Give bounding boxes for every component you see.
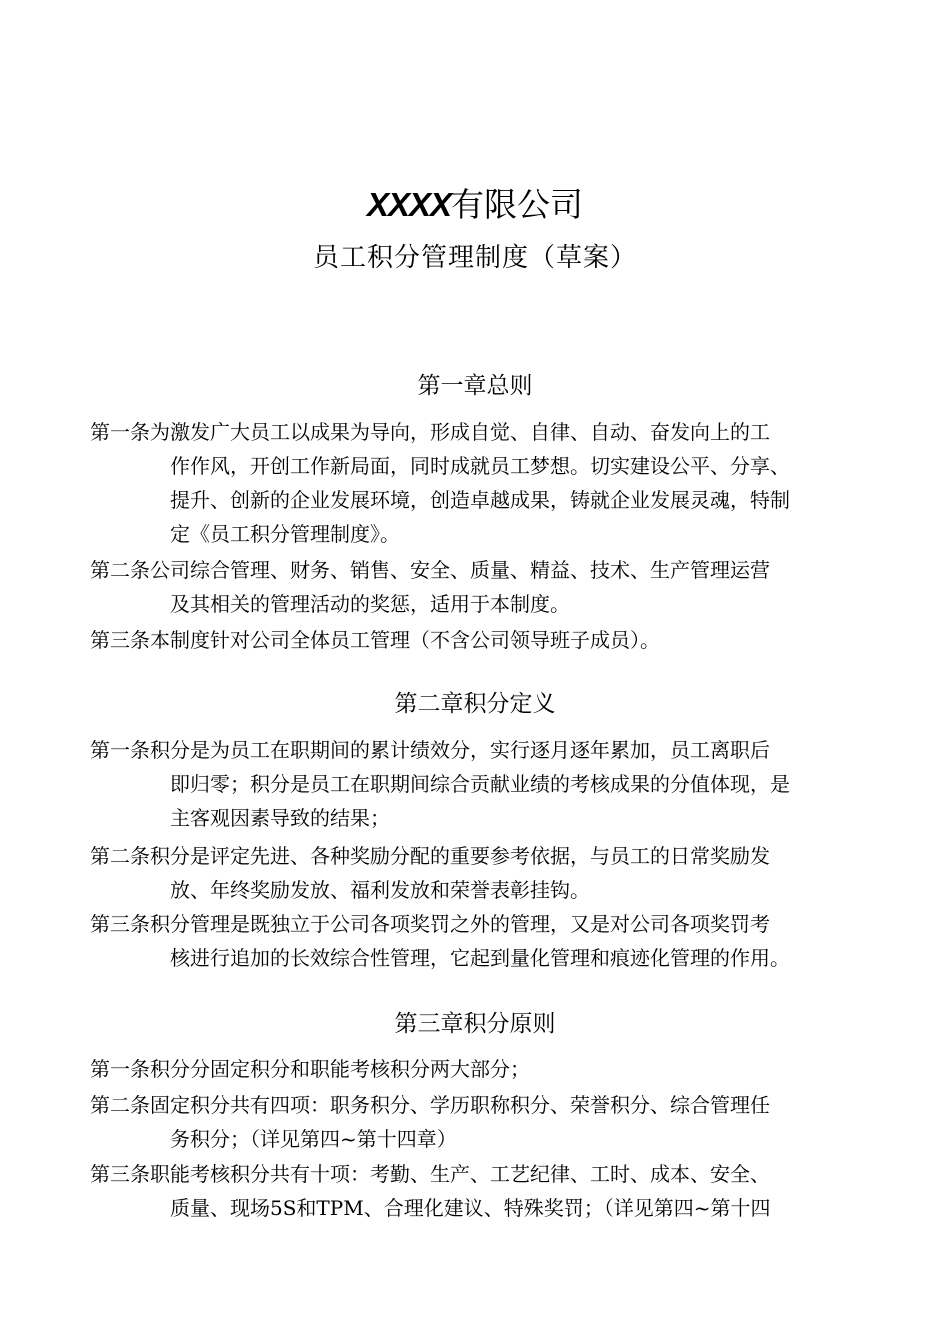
- article-line: 第一条为激发广大员工以成果为导向，形成自觉、自律、自动、奋发向上的工: [90, 420, 770, 444]
- article-line: 第三条本制度针对公司全体员工管理（不含公司领导班子成员）。: [90, 628, 660, 652]
- company-name-placeholder: XXXX: [366, 186, 452, 223]
- article: [90, 907, 880, 975]
- article-line: 主客观因素导致的结果；: [170, 806, 390, 830]
- article-line: 第一条积分分固定积分和职能考核积分两大部分；: [90, 1057, 530, 1081]
- article-line: 第二条固定积分共有四项：职务积分、学历职称积分、荣誉积分、综合管理任: [90, 1093, 770, 1117]
- article-line: 第二条积分是评定先进、各种奖励分配的重要参考依据，与员工的日常奖励发: [90, 844, 770, 868]
- article: [90, 733, 880, 835]
- article-line: 务积分；（详见第四~第十四章）: [170, 1127, 457, 1151]
- chapter-heading: 第三章积分原则: [394, 1011, 556, 1037]
- article-line: 提升、创新的企业发展环境，创造卓越成果，铸就企业发展灵魂，特制: [170, 488, 790, 512]
- article-line: 第三条职能考核积分共有十项：考勤、生产、工艺纪律、工时、成本、安全、: [90, 1162, 770, 1186]
- article: [90, 839, 880, 907]
- article-line: 即归零；积分是员工在职期间综合贡献业绩的考核成果的分值体现，是: [170, 772, 790, 796]
- article-line: 放、年终奖励发放、福利发放和荣誉表彰挂钩。: [170, 878, 590, 902]
- article-line: 及其相关的管理活动的奖惩，适用于本制度。: [170, 592, 570, 616]
- article-line: 质量、现场5S和TPM、合理化建议、特殊奖罚；（详见第四~第十四: [170, 1196, 771, 1220]
- article: [90, 553, 880, 621]
- article: [90, 1088, 880, 1156]
- article: [90, 1157, 880, 1225]
- article: [90, 415, 880, 551]
- article: [90, 623, 880, 657]
- chapter-heading: 第二章积分定义: [394, 691, 556, 717]
- article: [90, 1052, 880, 1086]
- chapter-heading: 第一章总则: [417, 373, 533, 399]
- article-line: 第三条积分管理是既独立于公司各项奖罚之外的管理，又是对公司各项奖罚考: [90, 912, 770, 936]
- article-line: 第二条公司综合管理、财务、销售、安全、质量、精益、技术、生产管理运营: [90, 558, 770, 582]
- article-line: 定《员工积分管理制度》。: [170, 522, 400, 546]
- company-name-suffix: 有限公司: [451, 185, 584, 224]
- article-line: 第一条积分是为员工在职期间的累计绩效分，实行逐月逐年累加，员工离职后: [90, 738, 770, 762]
- article-line: 核进行追加的长效综合性管理，它起到量化管理和痕迹化管理的作用。: [170, 946, 790, 970]
- company-title: [0, 183, 950, 227]
- article-line: 作作风，开创工作新局面，同时成就员工梦想。切实建设公平、分享、: [170, 454, 790, 478]
- document-title: 员工积分管理制度（草案）: [312, 243, 637, 273]
